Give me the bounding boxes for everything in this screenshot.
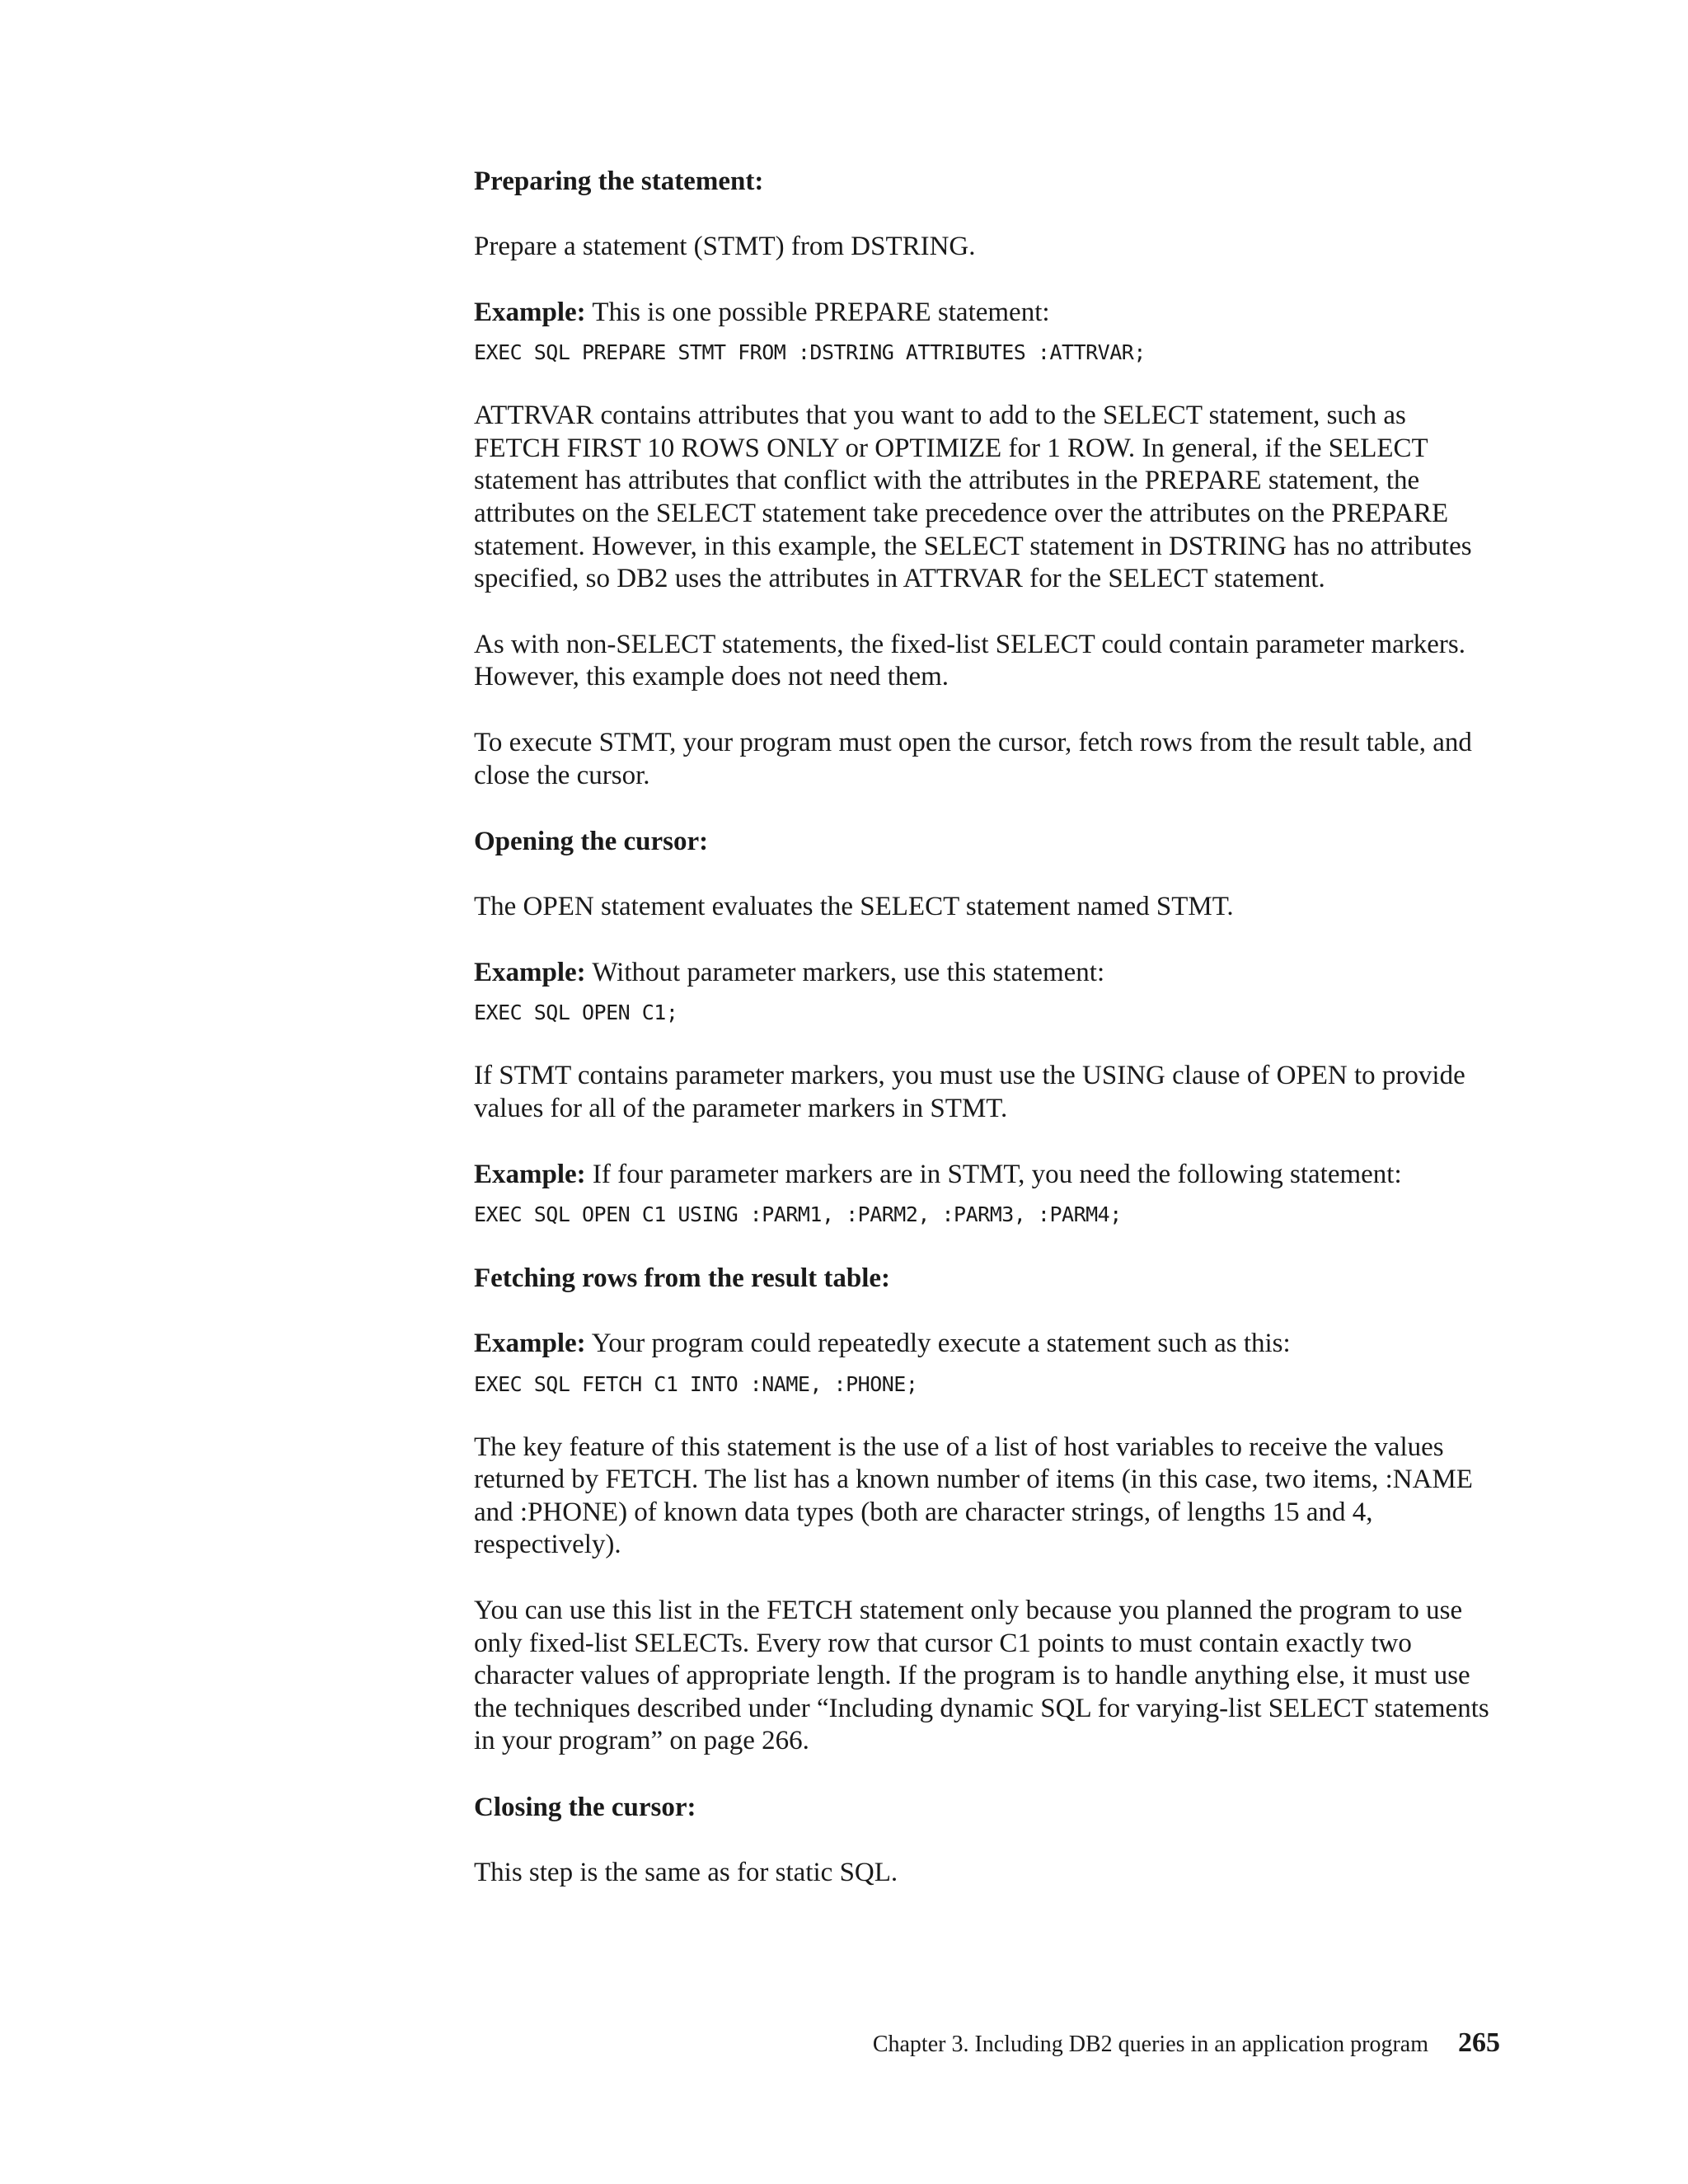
paragraph: To execute STMT, your program must open the cursor, fetch rows from the result table, and close the cursor. — [474, 727, 1472, 790]
page-footer — [873, 2027, 1500, 2059]
example-label: Example: — [474, 1159, 586, 1189]
heading-closing-cursor: Closing the cursor: — [474, 1793, 696, 1823]
paragraph: The key feature of this statement is the use of a list of host variables to receive the values returned by FETCH. The list has a known number of items (in this case, two items, :NAME and :PHONE) of known data types (both are character strings, of lengths 15 and 4, respectively). — [474, 1432, 1473, 1560]
code-block: EXEC SQL PREPARE STMT FROM :DSTRING ATTRIBUTES :ATTRVAR; — [474, 340, 1146, 365]
example-paragraph — [474, 297, 1496, 330]
paragraph: ATTRVAR contains attributes that you want to add to the SELECT statement, such as FETCH FIRST 10 ROWS ONLY or OPTIMIZE for 1 ROW. In general, if the SELECT statement has attributes that conflict with the attributes in the PREPARE statement, the attributes on the SELECT statement take precedence over the attributes on the PREPARE statement. However, in this example, the SELECT statement in DSTRING has no attributes specified, so DB2 uses the attributes in ATTRVAR for the SELECT statement. — [474, 401, 1472, 594]
example-paragraph — [474, 1328, 1496, 1361]
example-text: If four parameter markers are in STMT, you need the following statement: — [585, 1159, 1402, 1189]
example-label: Example: — [474, 297, 586, 327]
example-label: Example: — [474, 1329, 586, 1359]
paragraph: If STMT contains parameter markers, you must use the USING clause of OPEN to provide values for all of the parameter markers in STMT. — [474, 1061, 1465, 1123]
heading-fetching-rows: Fetching rows from the result table: — [474, 1263, 891, 1294]
example-paragraph — [474, 957, 1496, 990]
paragraph: You can use this list in the FETCH statement only because you planned the program to use only fixed-list SELECTs. Every row that cursor C1 points to must contain exactly two character values of appropriate length. If the program is to handle anything else, it must use the techniques described under “Including dynamic SQL for varying-list SELECT statements in your program” on page 266. — [474, 1596, 1489, 1756]
paragraph: The OPEN statement evaluates the SELECT statement named STMT. — [474, 892, 1234, 922]
example-text: This is one possible PREPARE statement: — [585, 297, 1050, 327]
paragraph: Prepare a statement (STMT) from DSTRING. — [474, 232, 976, 261]
example-text: Without parameter markers, use this statement: — [585, 957, 1105, 987]
paragraph: This step is the same as for static SQL. — [474, 1858, 898, 1888]
code-block: EXEC SQL FETCH C1 INTO :NAME, :PHONE; — [474, 1371, 918, 1396]
example-label: Example: — [474, 957, 586, 987]
heading-opening-cursor: Opening the cursor: — [474, 827, 709, 857]
example-paragraph — [474, 1159, 1496, 1192]
code-block: EXEC SQL OPEN C1 USING :PARM1, :PARM2, :PARM3, :PARM4; — [474, 1202, 1122, 1227]
page-content — [474, 165, 1496, 1923]
heading-preparing-statement: Preparing the statement: — [474, 166, 764, 196]
code-block: EXEC SQL OPEN C1; — [474, 1001, 678, 1025]
example-text: Your program could repeatedly execute a statement such as this: — [585, 1329, 1291, 1359]
page-number: 265 — [1458, 2027, 1500, 2058]
footer-chapter-title: Chapter 3. Including DB2 queries in an application program — [872, 2032, 1428, 2057]
paragraph: As with non-SELECT statements, the fixed-list SELECT could contain parameter markers. However, this example does not need them. — [474, 629, 1466, 692]
